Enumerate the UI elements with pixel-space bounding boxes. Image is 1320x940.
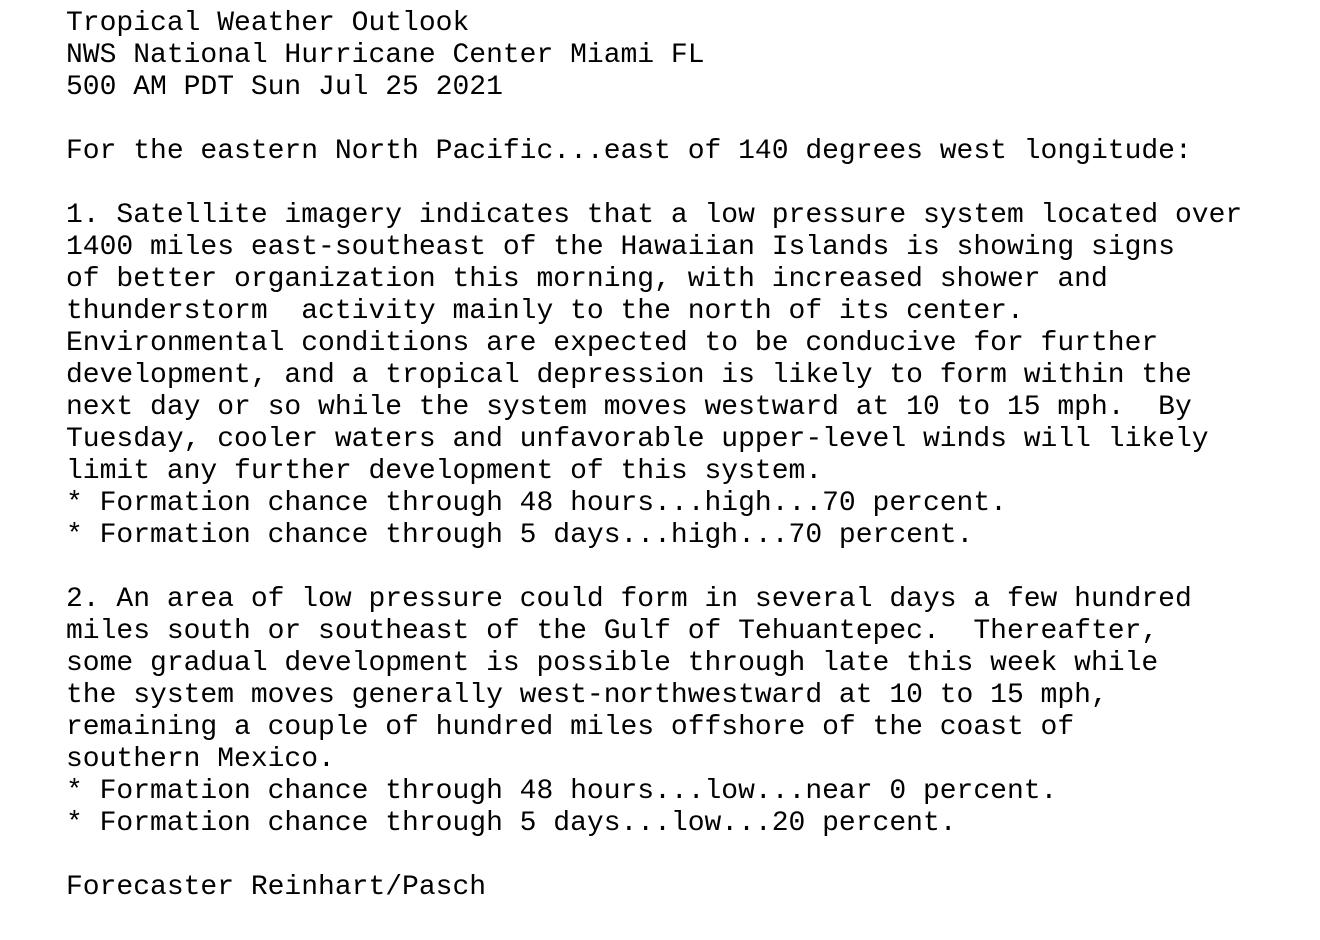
issue-time: 500 AM PDT Sun Jul 25 2021 [66,72,503,103]
system-1-line: Environmental conditions are expected to be conducive for further [66,328,1159,359]
system-1-line: next day or so while the system moves westward at 10 to 15 mph. By [66,392,1192,423]
issuing-office: NWS National Hurricane Center Miami FL [66,40,705,71]
blank-line [66,840,1306,872]
system-1-chance-5d: * Formation chance through 5 days...high...70 percent. [66,520,974,551]
blank-line [66,168,1306,200]
system-1-chance-48h: * Formation chance through 48 hours...high...70 percent. [66,488,1007,519]
system-2-chance-48h: * Formation chance through 48 hours...low...near 0 percent. [66,776,1058,807]
system-2-line: southern Mexico. [66,744,335,775]
system-1-section [66,200,1306,552]
system-1-line: of better organization this morning, with increased shower and [66,264,1108,295]
system-2-line: miles south or southeast of the Gulf of Tehuantepec. Thereafter, [66,616,1159,647]
blank-line [66,104,1306,136]
system-1-line: limit any further development of this system. [66,456,823,487]
blank-line [66,552,1306,584]
system-2-line: remaining a couple of hundred miles offshore of the coast of [66,712,1075,743]
system-1-line: thunderstorm activity mainly to the north of its center. [66,296,1024,327]
weather-outlook-bulletin [66,8,1306,904]
system-1-line: 1. Satellite imagery indicates that a low pressure system located over [66,200,1243,231]
system-2-line: 2. An area of low pressure could form in several days a few hundred [66,584,1192,615]
system-2-section [66,584,1306,840]
system-2-chance-5d: * Formation chance through 5 days...low...20 percent. [66,808,957,839]
system-2-line: the system moves generally west-northwestward at 10 to 15 mph, [66,680,1108,711]
system-2-line: some gradual development is possible through late this week while [66,648,1159,679]
region-statement: For the eastern North Pacific...east of 140 degrees west longitude: [66,136,1192,167]
forecaster-signature: Forecaster Reinhart/Pasch [66,872,487,903]
product-title: Tropical Weather Outlook [66,8,470,39]
system-1-line: 1400 miles east-southeast of the Hawaiian Islands is showing signs [66,232,1175,263]
system-1-line: Tuesday, cooler waters and unfavorable upper-level winds will likely [66,424,1209,455]
system-1-line: development, and a tropical depression is likely to form within the [66,360,1192,391]
